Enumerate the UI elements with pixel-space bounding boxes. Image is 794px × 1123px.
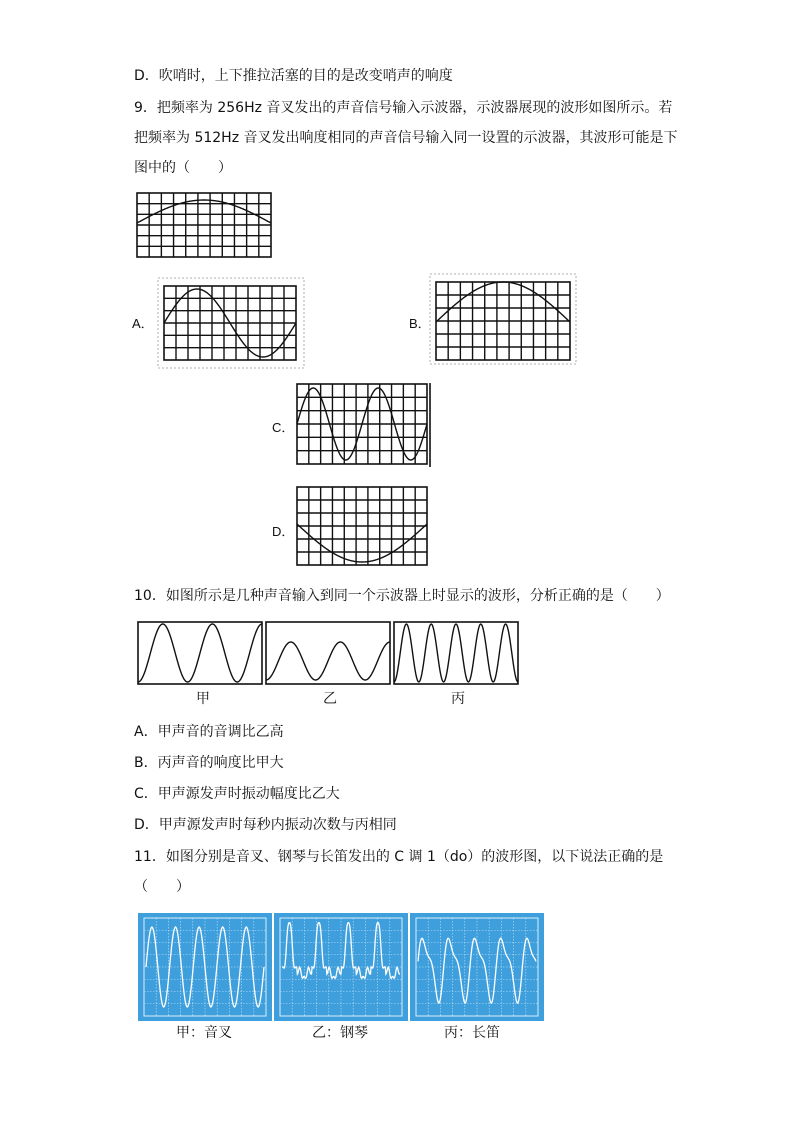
q10-caption-yi: 乙: [323, 691, 337, 707]
q10-caption-jia: 甲: [196, 691, 210, 707]
q10-option-d: D．甲声源发声时每秒内振动次数与丙相同: [134, 817, 397, 833]
q9-option-b-label: B．: [409, 316, 431, 331]
q8-option-d: D．吹哨时，上下推拉活塞的目的是改变哨声的响度: [134, 68, 453, 84]
q9-stem-line2: 把频率为 512Hz 音叉发出响度相同的声音信号输入同一设置的示波器，其波形可能是下: [134, 130, 678, 146]
q10-waveform-yi: [265, 621, 391, 685]
q9-reference-waveform: [137, 193, 271, 257]
q11-caption-tuning-fork: 甲：音叉: [176, 1025, 232, 1041]
q9-option-c-waveform[interactable]: [296, 383, 432, 467]
q9-option-a-waveform[interactable]: [158, 278, 304, 368]
q10-waveform-jia: [137, 621, 263, 685]
q9-stem-line3: 图中的（ ）: [134, 160, 232, 176]
q11-caption-piano: 乙：钢琴: [312, 1025, 368, 1041]
q11-oscilloscope-piano: [274, 913, 408, 1021]
q9-option-b-waveform[interactable]: [430, 274, 576, 364]
q9-option-d-waveform[interactable]: [296, 486, 428, 566]
q10-stem: 10．如图所示是几种声音输入到同一个示波器上时显示的波形，分析正确的是（ ）: [134, 588, 670, 604]
q10-caption-bing: 丙: [451, 691, 465, 707]
q10-option-b: B．丙声音的响度比甲大: [134, 755, 284, 771]
q11-stem-line2: （ ）: [134, 879, 190, 895]
q10-option-c: C．甲声源发声时振动幅度比乙大: [134, 786, 340, 802]
q10-option-a: A．甲声音的音调比乙高: [134, 724, 284, 740]
q9-stem-line1: 9．把频率为 256Hz 音叉发出的声音信号输入示波器，示波器展现的波形如图所示。若: [134, 100, 673, 116]
q11-oscilloscope-flute: [410, 913, 544, 1021]
q9-option-c-label: C．: [272, 420, 295, 435]
q10-waveform-bing: [393, 621, 519, 685]
q9-option-a-label: A．: [132, 316, 154, 331]
q11-caption-flute: 丙：长笛: [444, 1025, 500, 1041]
q9-option-d-label: D．: [272, 524, 295, 539]
q11-oscilloscope-tuning-fork: [138, 913, 272, 1021]
q11-stem-line1: 11．如图分别是音叉、钢琴与长笛发出的 C 调 1（do）的波形图，以下说法正确的是: [134, 849, 664, 865]
